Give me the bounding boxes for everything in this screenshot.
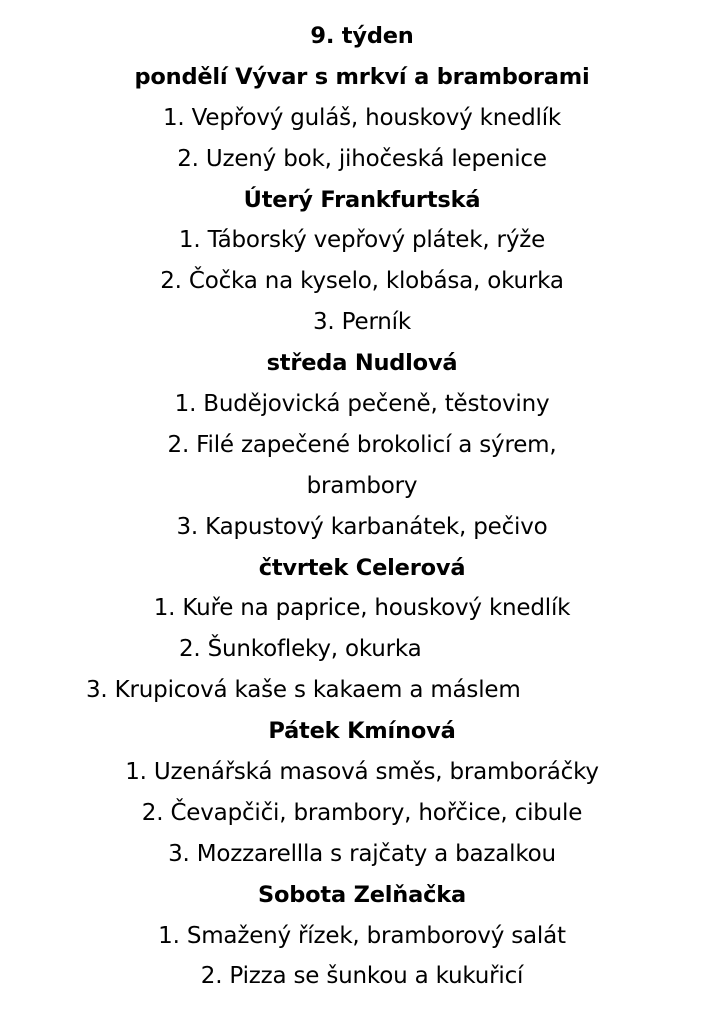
day-heading-monday: pondělí Vývar s mrkví a bramborami bbox=[134, 63, 590, 90]
menu-item: 3. Mozzarellla s rajčaty a bazalkou bbox=[168, 840, 556, 867]
menu-item: 3. Krupicová kaše s kakaem a máslem bbox=[86, 677, 521, 704]
menu-item: 1. Uzenářská masová směs, bramboráčky bbox=[125, 759, 599, 786]
menu-item-continuation: brambory bbox=[306, 472, 418, 499]
menu-item: 1. Vepřový guláš, houskový knedlík bbox=[162, 104, 562, 131]
menu-item: 2. Pizza se šunkou a kukuřicí bbox=[200, 963, 524, 990]
menu-item: 1. Budějovická pečeně, těstoviny bbox=[174, 391, 550, 418]
day-heading-thursday: čtvrtek Celerová bbox=[258, 554, 466, 581]
menu-item: 2. Čočka na kyselo, klobása, okurka bbox=[160, 268, 564, 295]
menu-item: 2. Filé zapečené brokolicí a sýrem, bbox=[167, 431, 557, 458]
day-heading-tuesday: Úterý Frankfurtská bbox=[243, 186, 481, 213]
menu-item: 1. Kuře na paprice, houskový knedlík bbox=[153, 595, 571, 622]
menu-item: 2. Šunkofleky, okurka bbox=[179, 636, 422, 663]
day-heading-friday: Pátek Kmínová bbox=[268, 718, 456, 745]
menu-item: 3. Perník bbox=[313, 309, 411, 336]
week-title: 9. týden bbox=[310, 23, 414, 49]
menu-item: 2. Čevapčiči, brambory, hořčice, cibule bbox=[141, 799, 583, 826]
menu-item: 3. Kapustový karbanátek, pečivo bbox=[176, 513, 548, 540]
day-heading-wednesday: středa Nudlová bbox=[266, 350, 458, 377]
menu-item: 1. Smažený řízek, bramborový salát bbox=[158, 922, 566, 949]
menu-item: 2. Uzený bok, jihočeská lepenice bbox=[177, 145, 547, 172]
day-heading-saturday: Sobota Zelňačka bbox=[258, 881, 466, 908]
weekly-menu bbox=[0, 16, 724, 997]
menu-item: 1. Táborský vepřový plátek, rýže bbox=[178, 227, 546, 254]
